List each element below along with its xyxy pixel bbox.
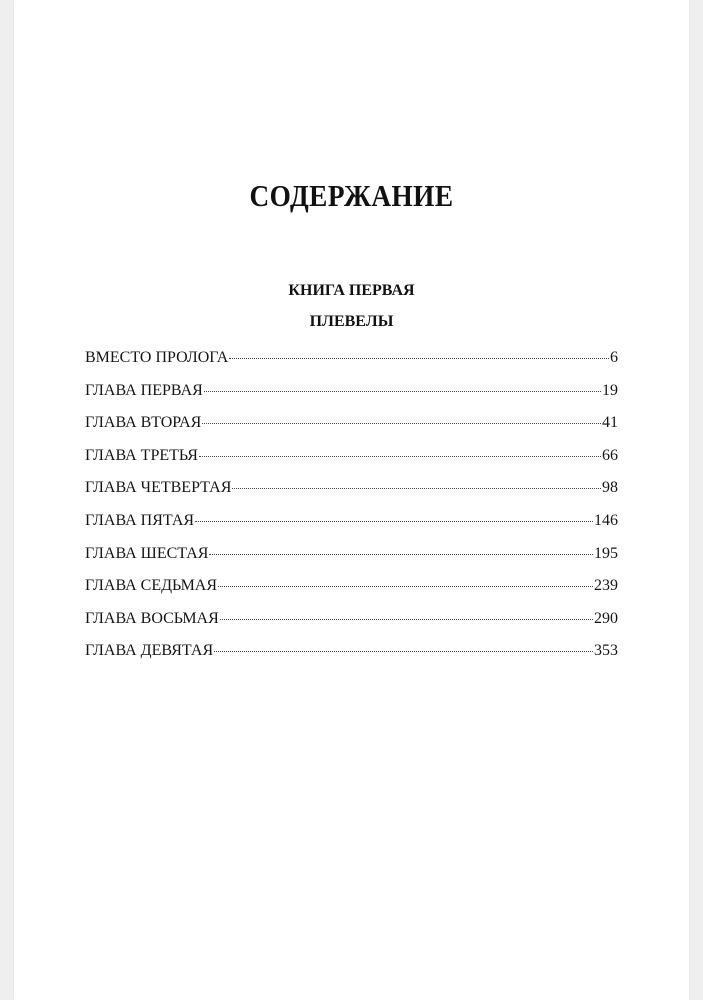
toc-entry-page: 19 bbox=[602, 381, 618, 399]
toc-entry bbox=[85, 512, 618, 545]
toc-entry-label: ГЛАВА ТРЕТЬЯ bbox=[85, 446, 198, 464]
toc-leader-dots bbox=[199, 456, 601, 457]
toc-leader-dots bbox=[204, 391, 601, 392]
toc-entry bbox=[85, 610, 618, 643]
toc-entry-label: ГЛАВА ДЕВЯТАЯ bbox=[85, 642, 214, 660]
book-title: КНИГА ПЕРВАЯ bbox=[288, 282, 415, 299]
toc-entry-page: 353 bbox=[594, 642, 618, 660]
toc-entry bbox=[85, 382, 618, 415]
toc-entry bbox=[85, 414, 618, 447]
toc-entry-page: 146 bbox=[594, 511, 618, 529]
toc-entry-page: 6 bbox=[610, 349, 618, 366]
toc-leader-dots bbox=[218, 586, 593, 587]
toc-entry bbox=[85, 642, 618, 675]
toc-entry-page: 239 bbox=[594, 577, 618, 595]
toc-leader-dots bbox=[209, 554, 593, 555]
toc-entry-label: ГЛАВА ПЕРВАЯ bbox=[85, 381, 203, 399]
toc-entry-label: ГЛАВА ВТОРАЯ bbox=[85, 414, 202, 432]
toc-entry-page: 41 bbox=[602, 414, 618, 432]
toc-entry-page: 195 bbox=[594, 544, 618, 562]
table-of-contents bbox=[85, 349, 618, 675]
toc-entry-label: ГЛАВА ВОСЬМАЯ bbox=[85, 609, 219, 627]
toc-entry-page: 66 bbox=[602, 446, 618, 464]
toc-entry-page: 98 bbox=[602, 479, 618, 497]
toc-entry-label: ГЛАВА СЕДЬМАЯ bbox=[85, 577, 218, 595]
toc-leader-dots bbox=[202, 423, 601, 424]
toc-entry bbox=[85, 577, 618, 610]
toc-entry-label: ГЛАВА ПЯТАЯ bbox=[85, 511, 195, 529]
toc-entry-label: ГЛАВА ЧЕТВЕРТАЯ bbox=[85, 479, 232, 497]
toc-entry bbox=[85, 479, 618, 512]
toc-entry bbox=[85, 447, 618, 480]
toc-leader-dots bbox=[220, 619, 593, 620]
toc-entry-label: ГЛАВА ШЕСТАЯ bbox=[85, 544, 209, 562]
toc-leader-dots bbox=[195, 521, 593, 522]
page-title: СОДЕРЖАНИЕ bbox=[249, 178, 454, 213]
book-subtitle: ПЛЕВЕЛЫ bbox=[309, 313, 394, 330]
toc-leader-dots bbox=[229, 358, 609, 359]
toc-entry-page: 290 bbox=[594, 609, 618, 627]
toc-entry bbox=[85, 545, 618, 578]
toc-entry-label: ВМЕСТО ПРОЛОГА bbox=[85, 349, 229, 366]
toc-leader-dots bbox=[214, 651, 593, 652]
toc-entry bbox=[85, 349, 618, 382]
document-page bbox=[14, 0, 689, 1000]
toc-leader-dots bbox=[232, 488, 601, 489]
